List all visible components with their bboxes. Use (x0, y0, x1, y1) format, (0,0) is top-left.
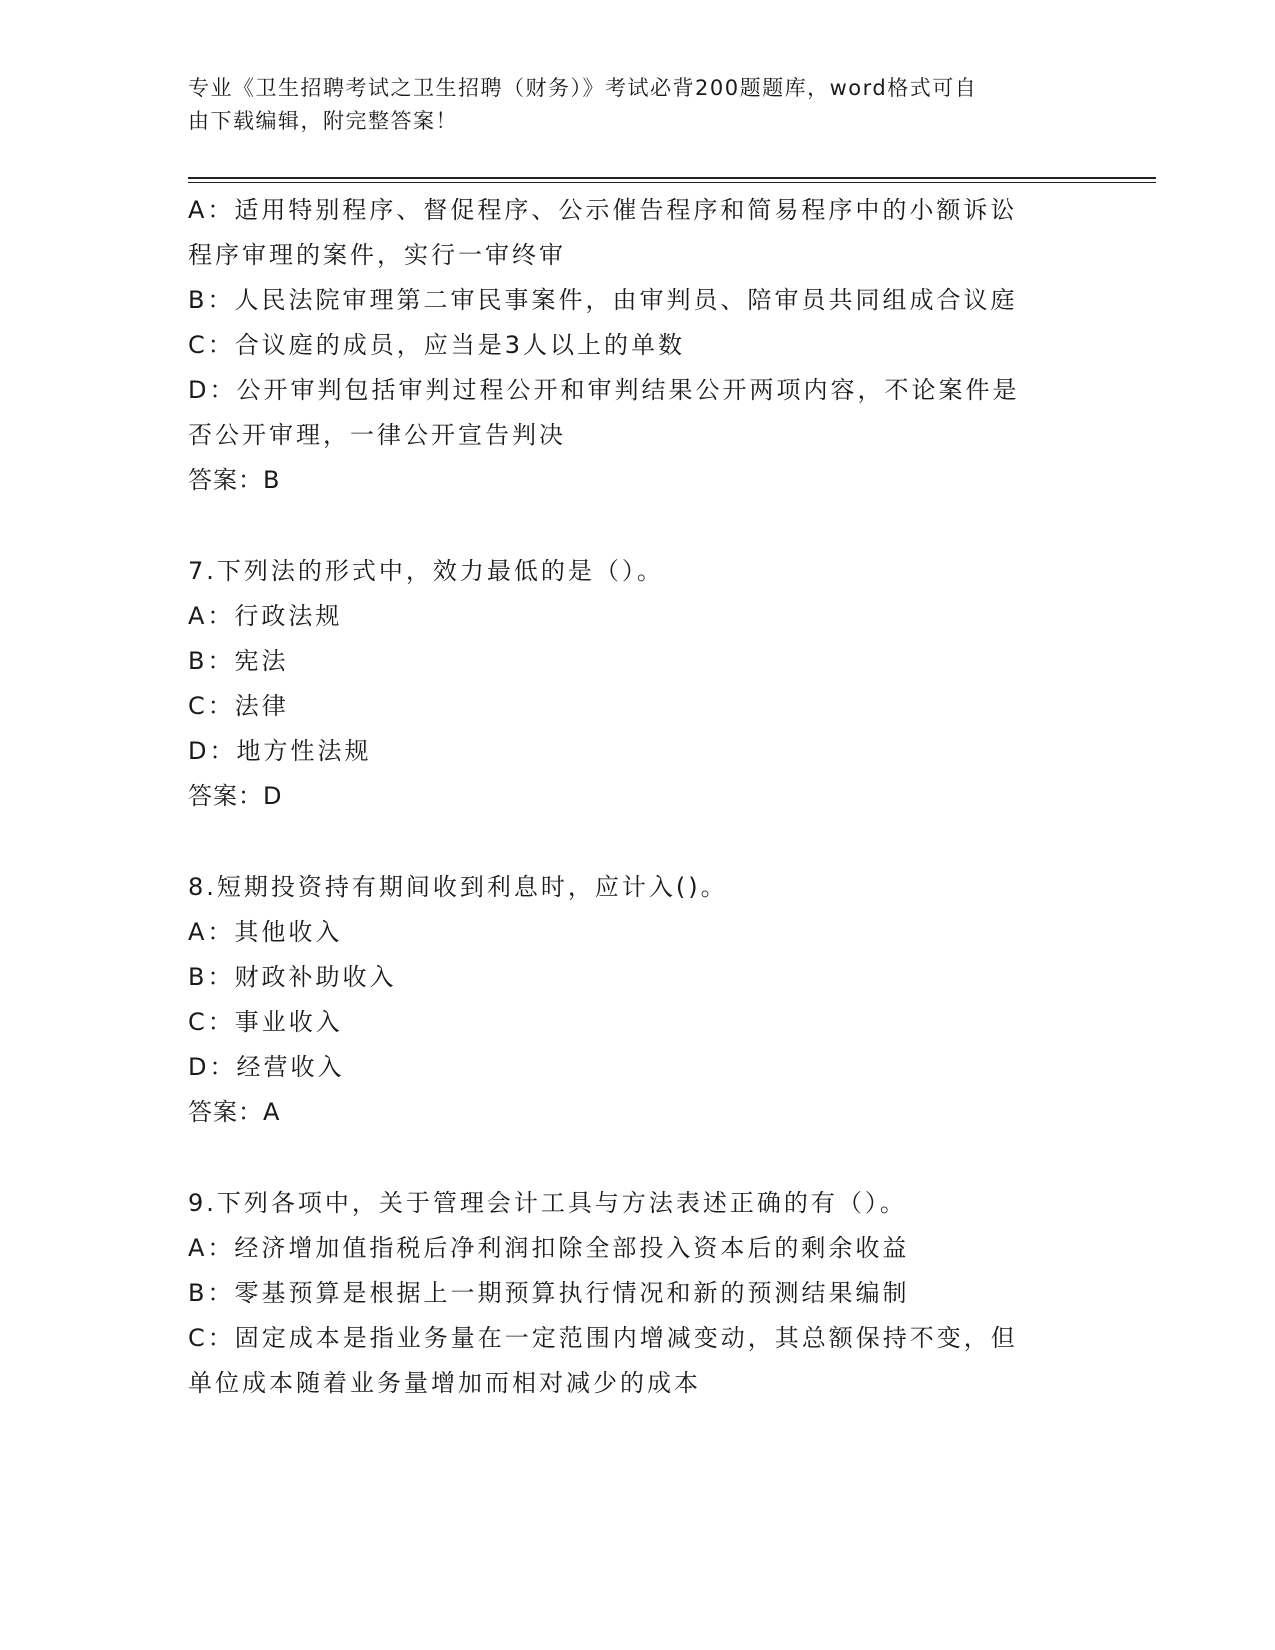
spacer (188, 503, 1088, 549)
answer: 答案：B (188, 466, 281, 494)
answer: 答案：D (188, 782, 283, 810)
option-a-line-1: A：适用特别程序、督促程序、公示催告程序和简易程序中的小额诉讼 (188, 196, 1018, 224)
question-stem: 7.下列法的形式中，效力最低的是（）。 (188, 557, 664, 585)
option-c: C：事业收入 (188, 1008, 343, 1036)
option-b: B：人民法院审理第二审民事案件，由审判员、陪审员共同组成合议庭 (188, 286, 1018, 314)
option-d-line-1: D：公开审判包括审判过程公开和审判结果公开两项内容，不论案件是 (188, 376, 1020, 404)
option-c: C：合议庭的成员，应当是3人以上的单数 (188, 331, 686, 359)
spacer (188, 819, 1088, 865)
option-a: A：其他收入 (188, 918, 343, 946)
header-line-1: 专业《卫生招聘考试之卫生招聘（财务）》考试必背200题题库，word格式可自 (188, 76, 978, 100)
option-a: A：行政法规 (188, 602, 343, 630)
option-a-line-2: 程序审理的案件，实行一审终审 (188, 241, 566, 269)
option-d: D：地方性法规 (188, 737, 372, 765)
answer: 答案：A (188, 1098, 281, 1126)
question-block-6 (188, 188, 1088, 503)
option-d: D：经营收入 (188, 1053, 345, 1081)
spacer (188, 1135, 1088, 1181)
question-block-9 (188, 1181, 1088, 1406)
header-divider-thick (188, 177, 1156, 179)
question-stem: 8.短期投资持有期间收到利息时，应计入()。 (188, 873, 728, 901)
option-b: B：宪法 (188, 647, 289, 675)
header-divider-thin (188, 182, 1156, 183)
option-c: C：法律 (188, 692, 289, 720)
question-block-7 (188, 549, 1088, 819)
header-line-2: 由下载编辑，附完整答案！ (188, 109, 458, 133)
question-stem: 9.下列各项中，关于管理会计工具与方法表述正确的有（）。 (188, 1189, 907, 1217)
option-c-line-2: 单位成本随着业务量增加而相对减少的成本 (188, 1369, 701, 1397)
question-block-8 (188, 865, 1088, 1135)
question-list (188, 188, 1088, 1406)
option-b: B：零基预算是根据上一期预算执行情况和新的预测结果编制 (188, 1279, 910, 1307)
option-c-line-1: C：固定成本是指业务量在一定范围内增减变动，其总额保持不变，但 (188, 1324, 1018, 1352)
document-header (188, 72, 1068, 138)
option-d-line-2: 否公开审理，一律公开宣告判决 (188, 421, 566, 449)
option-b: B：财政补助收入 (188, 963, 397, 991)
option-a: A：经济增加值指税后净利润扣除全部投入资本后的剩余收益 (188, 1234, 910, 1262)
